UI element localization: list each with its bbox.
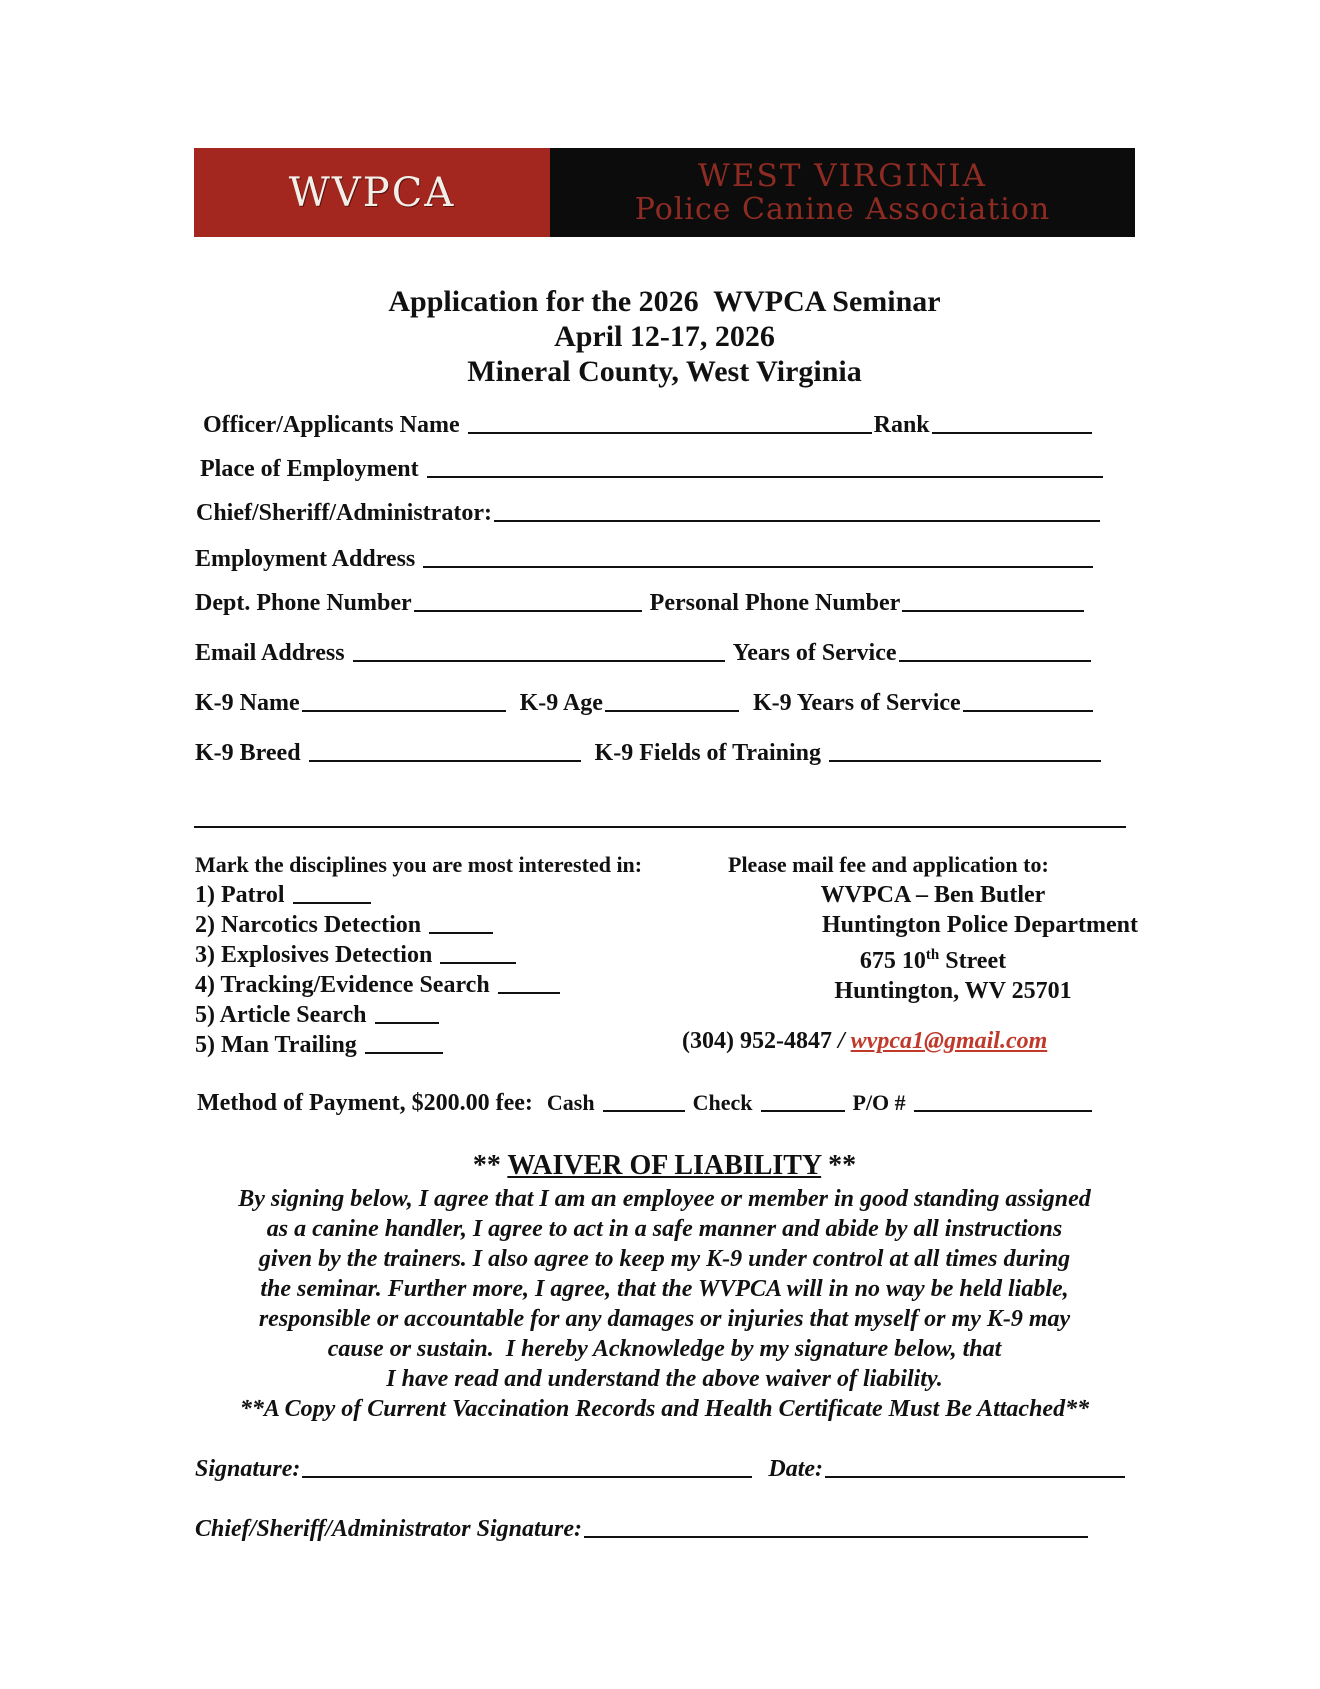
contact-phone: (304) 952-4847 — [682, 1028, 832, 1054]
contact-separator: / — [831, 1028, 851, 1054]
disciplines-heading: Mark the disciplines you are most interested in: — [195, 852, 643, 877]
discipline-item — [195, 940, 642, 970]
discipline-item — [195, 1030, 642, 1060]
waiver-line: the seminar. Further more, I agree, that the WVPCA will in no way be held liable, — [260, 1276, 1069, 1302]
waiver-line: **A Copy of Current Vaccination Records and Health Certificate Must Be Attached** — [239, 1396, 1090, 1422]
k9-breed-field[interactable] — [309, 759, 581, 762]
payment-label: Method of Payment, $200.00 fee: — [197, 1090, 533, 1116]
discipline-mark[interactable] — [498, 991, 560, 994]
rank-label: Rank — [873, 412, 930, 438]
date-label: Date: — [768, 1456, 824, 1482]
title-line-1: Application for the 2026 WVPCA Seminar — [388, 285, 941, 318]
row-officer — [203, 412, 1094, 439]
personal-phone-field[interactable] — [902, 609, 1084, 612]
date-field[interactable] — [825, 1475, 1125, 1478]
po-field[interactable] — [914, 1109, 1092, 1112]
check-field[interactable] — [761, 1109, 845, 1112]
contact-line — [682, 1028, 1047, 1055]
k9-age-label: K-9 Age — [519, 690, 603, 716]
row-email — [195, 640, 1093, 667]
waiver-title-stars: ** — [821, 1150, 857, 1181]
row-chief-signature — [195, 1516, 1090, 1543]
k9-name-field[interactable] — [302, 709, 506, 712]
k9-breed-label: K-9 Breed — [195, 740, 301, 766]
k9-age-field[interactable] — [605, 709, 739, 712]
row-phones — [195, 590, 1086, 617]
extra-line-field[interactable] — [194, 826, 1126, 828]
cash-field[interactable] — [603, 1109, 685, 1112]
discipline-label: 4) Tracking/Evidence Search — [195, 972, 490, 998]
discipline-mark[interactable] — [293, 901, 371, 904]
mail-street — [728, 940, 1138, 976]
banner-title-panel — [550, 148, 1135, 237]
row-k9 — [195, 690, 1095, 717]
discipline-label: 1) Patrol — [195, 882, 285, 908]
discipline-label: 3) Explosives Detection — [195, 942, 433, 968]
page-title — [194, 284, 1135, 389]
dept-phone-label: Dept. Phone Number — [195, 590, 412, 616]
row-address — [195, 546, 1095, 573]
discipline-label: 5) Man Trailing — [195, 1032, 357, 1058]
chief-field[interactable] — [494, 519, 1100, 522]
waiver-body — [190, 1184, 1139, 1424]
email-field[interactable] — [353, 659, 725, 662]
k9-years-field[interactable] — [963, 709, 1093, 712]
cash-label: Cash — [546, 1090, 595, 1115]
years-of-service-label: Years of Service — [732, 640, 897, 666]
row-k9-breed — [195, 740, 1103, 767]
officer-name-field[interactable] — [468, 431, 872, 434]
chief-signature-field[interactable] — [584, 1535, 1088, 1538]
banner-logo-panel — [194, 148, 550, 237]
place-of-employment-field[interactable] — [427, 475, 1103, 478]
mail-street-suffix: th — [925, 947, 940, 963]
employment-address-field[interactable] — [423, 565, 1093, 568]
personal-phone-label: Personal Phone Number — [649, 590, 901, 616]
waiver-title-stars: ** — [472, 1150, 508, 1181]
email-label: Email Address — [195, 640, 345, 666]
discipline-label: 5) Article Search — [195, 1002, 367, 1028]
discipline-item — [195, 970, 642, 1000]
mail-street-number: 675 10 — [859, 948, 926, 974]
waiver-line: cause or sustain. I hereby Acknowledge by my signature below, that — [327, 1336, 1002, 1362]
wvpca-logo: WVPCA — [288, 169, 456, 216]
po-label: P/O # — [852, 1090, 906, 1115]
mail-department: Huntington Police Department — [822, 912, 1138, 938]
waiver-title-text: WAIVER OF LIABILITY — [507, 1150, 822, 1181]
discipline-mark[interactable] — [375, 1021, 439, 1024]
waiver-line: I have read and understand the above waiver of liability. — [386, 1366, 943, 1392]
discipline-mark[interactable] — [440, 961, 516, 964]
waiver-line: By signing below, I agree that I am an employee or member in good standing assigned — [238, 1186, 1091, 1212]
rank-field[interactable] — [932, 431, 1092, 434]
officer-name-label: Officer/Applicants Name — [203, 412, 460, 438]
discipline-label: 2) Narcotics Detection — [195, 912, 422, 938]
check-label: Check — [692, 1090, 753, 1115]
waiver-line: as a canine handler, I agree to act in a safe manner and abide by all instructions — [266, 1216, 1063, 1242]
row-employment — [200, 456, 1105, 483]
waiver-title — [194, 1150, 1135, 1182]
signature-label: Signature: — [195, 1456, 301, 1482]
k9-fields-label: K-9 Fields of Training — [594, 740, 822, 766]
mail-heading: Please mail fee and application to: — [728, 852, 1049, 877]
mail-street-name: Street — [939, 948, 1007, 974]
row-chief — [196, 500, 1102, 527]
disciplines-section — [195, 850, 642, 1060]
discipline-item — [195, 1000, 642, 1030]
k9-fields-field[interactable] — [829, 759, 1101, 762]
discipline-item — [195, 880, 642, 910]
chief-label: Chief/Sheriff/Administrator: — [196, 500, 492, 526]
employment-address-label: Employment Address — [195, 546, 416, 572]
waiver-line: responsible or accountable for any damages or injuries that myself or my K-9 may — [258, 1306, 1071, 1332]
mail-section — [728, 850, 1138, 1006]
row-payment — [197, 1090, 1094, 1117]
discipline-mark[interactable] — [365, 1051, 443, 1054]
years-of-service-field[interactable] — [899, 659, 1091, 662]
mail-city: Huntington, WV 25701 — [834, 978, 1072, 1004]
signature-field[interactable] — [302, 1475, 752, 1478]
chief-signature-label: Chief/Sheriff/Administrator Signature: — [195, 1516, 582, 1542]
mail-recipient: WVPCA – Ben Butler — [820, 882, 1046, 908]
row-signature — [195, 1456, 1127, 1483]
dept-phone-field[interactable] — [414, 609, 642, 612]
discipline-item — [195, 910, 642, 940]
header-banner — [194, 148, 1135, 237]
banner-state: WEST VIRGINIA — [697, 157, 987, 194]
title-line-2: April 12-17, 2026 — [554, 320, 775, 353]
k9-years-label: K-9 Years of Service — [752, 690, 961, 716]
title-line-3: Mineral County, West Virginia — [467, 355, 862, 388]
discipline-mark[interactable] — [429, 931, 493, 934]
k9-name-label: K-9 Name — [195, 690, 300, 716]
contact-email-link[interactable]: wvpca1@gmail.com — [850, 1028, 1048, 1054]
place-of-employment-label: Place of Employment — [200, 456, 419, 482]
banner-association: Police Canine Association — [634, 191, 1051, 227]
waiver-line: given by the trainers. I also agree to keep my K-9 under control at all times during — [258, 1246, 1071, 1272]
